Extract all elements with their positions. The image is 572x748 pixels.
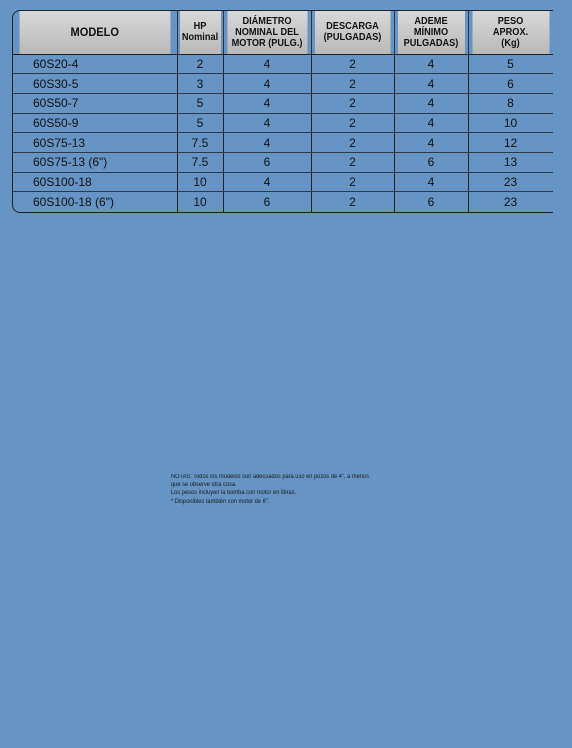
table-row bbox=[13, 74, 553, 94]
cell-modelo: 60S75-13 bbox=[13, 133, 177, 153]
table-row bbox=[13, 172, 553, 192]
cell-hp: 7.5 bbox=[177, 133, 223, 153]
header-diametro: DIÁMETRO NOMINAL DEL MOTOR (PULG.) bbox=[227, 11, 308, 54]
cell-descarga: 2 bbox=[311, 152, 394, 172]
cell-modelo: 60S100-18 (6") bbox=[13, 192, 177, 212]
cell-descarga: 2 bbox=[311, 54, 394, 74]
note-line: NOTAS: Todos los modelos son adecuados para uso en pozos de 4", a menos bbox=[171, 474, 369, 480]
cell-modelo: 60S50-7 bbox=[13, 93, 177, 113]
cell-hp: 5 bbox=[177, 93, 223, 113]
cell-modelo: 60S75-13 (6") bbox=[13, 152, 177, 172]
table-row bbox=[13, 152, 553, 172]
cell-diametro: 4 bbox=[223, 113, 311, 133]
cell-descarga: 2 bbox=[311, 172, 394, 192]
cell-modelo: 60S50-9 bbox=[13, 113, 177, 133]
cell-descarga: 2 bbox=[311, 133, 394, 153]
cell-descarga: 2 bbox=[311, 113, 394, 133]
cell-ademe: 6 bbox=[394, 152, 468, 172]
cell-ademe: 4 bbox=[394, 93, 468, 113]
cell-hp: 2 bbox=[177, 54, 223, 74]
cell-peso: 6 bbox=[468, 74, 553, 94]
specs-table-container bbox=[12, 10, 553, 213]
cell-diametro: 6 bbox=[223, 192, 311, 212]
cell-peso: 12 bbox=[468, 133, 553, 153]
notes bbox=[171, 473, 418, 506]
cell-descarga: 2 bbox=[311, 192, 394, 212]
note-line: Los pesos incluyen la bomba con motor en libras. bbox=[171, 490, 297, 497]
header-row bbox=[13, 11, 553, 54]
cell-hp: 10 bbox=[177, 172, 223, 192]
cell-diametro: 4 bbox=[223, 93, 311, 113]
cell-ademe: 4 bbox=[394, 113, 468, 133]
header-ademe: ADEME MÍNIMO PULGADAS) bbox=[397, 11, 465, 54]
table-row bbox=[13, 54, 553, 74]
cell-hp: 7.5 bbox=[177, 152, 223, 172]
cell-hp: 10 bbox=[177, 192, 223, 212]
header-modelo: MODELO bbox=[20, 11, 171, 54]
cell-peso: 23 bbox=[468, 172, 553, 192]
cell-ademe: 4 bbox=[394, 172, 468, 192]
cell-diametro: 4 bbox=[223, 172, 311, 192]
cell-ademe: 4 bbox=[394, 54, 468, 74]
cell-ademe: 6 bbox=[394, 192, 468, 212]
cell-diametro: 4 bbox=[223, 133, 311, 153]
table-row bbox=[13, 113, 553, 133]
cell-hp: 3 bbox=[177, 74, 223, 94]
table-row bbox=[13, 93, 553, 113]
cell-descarga: 2 bbox=[311, 93, 394, 113]
cell-diametro: 4 bbox=[223, 74, 311, 94]
cell-modelo: 60S30-5 bbox=[13, 74, 177, 94]
cell-peso: 23 bbox=[468, 192, 553, 212]
header-hp: HP Nominal bbox=[179, 11, 221, 54]
note-line: * Disponibles también con motor de 6". bbox=[171, 498, 270, 505]
note-line: que se observe otra cosa. bbox=[171, 482, 237, 489]
cell-peso: 13 bbox=[468, 152, 553, 172]
header-peso: PESO APROX. (Kg) bbox=[471, 11, 549, 54]
cell-descarga: 2 bbox=[311, 74, 394, 94]
cell-peso: 5 bbox=[468, 54, 553, 74]
cell-ademe: 4 bbox=[394, 74, 468, 94]
cell-peso: 8 bbox=[468, 93, 553, 113]
cell-diametro: 4 bbox=[223, 54, 311, 74]
cell-modelo: 60S100-18 bbox=[13, 172, 177, 192]
cell-hp: 5 bbox=[177, 113, 223, 133]
specs-table bbox=[13, 11, 553, 212]
table-row bbox=[13, 192, 553, 212]
cell-diametro: 6 bbox=[223, 152, 311, 172]
cell-modelo: 60S20-4 bbox=[13, 54, 177, 74]
cell-peso: 10 bbox=[468, 113, 553, 133]
cell-ademe: 4 bbox=[394, 133, 468, 153]
header-descarga: DESCARGA (PULGADAS) bbox=[314, 11, 390, 54]
table-row bbox=[13, 133, 553, 153]
